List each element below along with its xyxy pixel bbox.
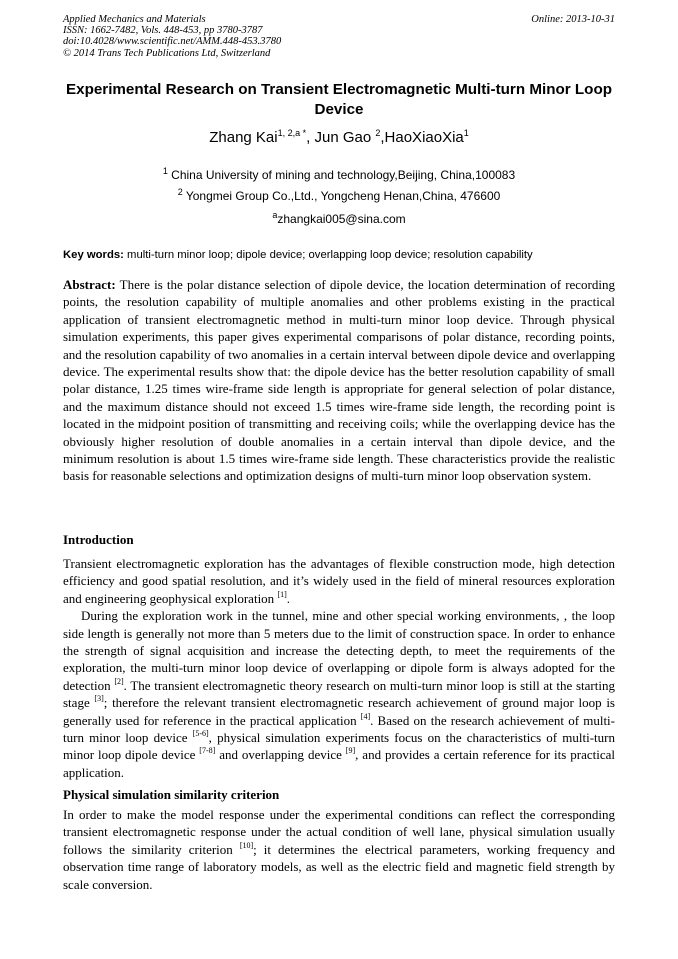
introduction-body — [63, 555, 615, 781]
online-date: Online: 2013-10-31 — [531, 14, 615, 25]
journal-copyright: © 2014 Trans Tech Publications Ltd, Switzerland — [63, 47, 271, 59]
journal-doi: doi:10.4028/www.scientific.net/AMM.448-453.3780 — [63, 36, 282, 48]
keywords — [63, 249, 623, 261]
paragraph-text: , physical simulation experiments focus on the characteristics of multi-turn minor loop dipole device — [63, 730, 615, 763]
paragraph-text: . — [286, 590, 291, 606]
abstract-text: There is the polar distance selection of dipole device, the location determination of recording points, the resolution capability of multiple anomalies and other problems existing in the practical application of transient electromagnetic method in multi-turn minor loop device. Through physical simulation experiments, this paper gives experimental comparisons of polar distance, recording points, and the resolution capability of two anomalies in a certain interval between dipole device and overlapping device. The experimental results show that: the dipole device has the better resolution capability of small polar distance, 1.25 times wire-frame side length is appropriate for general selection of polar distance, and the maximum distance should not exceed 1.5 times wire-frame side length, the recording point is located in the midpoint position of transmitting and receiving coils; while the overlapping device has the obviously higher resolution of double anomalies in a certain interval than dipole device, and the minimum resolution is about 1.5 times wire-frame side length. These characteristics provide the realistic basis for reasonable selections and optimization designs of multi-turn minor loop observation system. — [63, 277, 616, 484]
citation: [5-6] — [192, 729, 209, 739]
paragraph-text: . The transient electromagnetic theory research on multi-turn minor loop is still at the starting stage — [63, 677, 615, 711]
citation: [2] — [114, 676, 124, 686]
citation: [4] — [360, 711, 371, 721]
author-email — [63, 210, 615, 226]
affiliation-1 — [63, 166, 615, 182]
paragraph-text: In order to make the model response under the experimental conditions can reflect the corresponding transient electromagnetic response under the actual condition of well lane, physical simulation usually follows the similarity criterion — [63, 807, 615, 857]
affiliation-text: Yongmei Group Co.,Ltd., Yongcheng Henan,China, 476600 — [185, 189, 501, 203]
affiliation-2 — [63, 187, 615, 203]
similarity-body — [63, 806, 615, 893]
paper-title: Experimental Research on Transient Electromagnetic Multi-turn Minor Loop Device — [66, 81, 612, 118]
similarity-paragraph — [63, 806, 615, 893]
author-superscript: 1 — [463, 128, 469, 138]
running-header — [63, 14, 615, 59]
abstract — [63, 276, 615, 485]
similarity-heading: Physical simulation similarity criterion — [63, 787, 280, 802]
paragraph-text: and overlapping device — [215, 747, 346, 763]
intro-paragraph-1 — [63, 555, 615, 607]
author-name: Zhang Kai — [209, 129, 278, 146]
paragraph-text: During the exploration work in the tunnel, mine and other special working environments, , the loop side length is generally not more than 5 meters due to the limit of construction space. In order to enhance the strength of signal acquisition and increase the detecting depth, to meet the requirements of the exploration, the multi-turn minor loop device of overlapping or dipole form is always adopted for the detection — [63, 608, 615, 693]
email-superscript: a — [272, 210, 278, 220]
intro-paragraph-2 — [63, 607, 615, 781]
affiliation-superscript: 1 — [162, 166, 168, 176]
citation: [3] — [94, 694, 104, 704]
paragraph-text: Transient electromagnetic exploration has the advantages of flexible construction mode, high detection efficiency and good spatial resolution, and it’s widely used in the field of mineral resources exploration and engineering geophysical exploration — [63, 556, 615, 606]
author-superscript: 1, 2,a * — [277, 128, 307, 138]
introduction-heading: Introduction — [63, 532, 134, 547]
author-separator: , Jun Gao — [306, 129, 376, 146]
abstract-label: Abstract: — [63, 277, 116, 292]
paragraph-text: , and provides a certain reference for its practical application. — [63, 747, 615, 780]
author-superscript: 2 — [375, 128, 381, 138]
citation: [9] — [345, 746, 356, 756]
affiliation-superscript: 2 — [177, 187, 183, 197]
keywords-text: multi-turn minor loop; dipole device; overlapping loop device; resolution capability — [127, 249, 533, 261]
citation: [7-8] — [199, 746, 216, 756]
paragraph-text: ; therefore the relevant transient electromagnetic research achievement of ground major loop is generally used for reference in the practical application — [63, 695, 615, 728]
author-name: ,HaoXiaoXia — [380, 129, 464, 146]
journal-name: Applied Mechanics and Materials — [63, 14, 206, 25]
keywords-label: Key words: — [63, 249, 124, 261]
affiliation-text: China University of mining and technology,Beijing, China,100083 — [171, 168, 516, 182]
paragraph-text: ; it determines the electrical parameters, working frequency and observation time range of laboratory models, as well as the electric field and magnetic field strength by scale conversion. — [63, 841, 615, 892]
journal-issn: ISSN: 1662-7482, Vols. 448-453, pp 3780-3787 — [63, 25, 263, 37]
citation: [10] — [239, 840, 254, 850]
paragraph-text: . Based on the research achievement of multi-turn minor loop device — [63, 712, 615, 746]
author-line — [63, 128, 615, 146]
email-text: zhangkai005@sina.com — [277, 212, 406, 226]
citation: [1] — [277, 589, 287, 599]
